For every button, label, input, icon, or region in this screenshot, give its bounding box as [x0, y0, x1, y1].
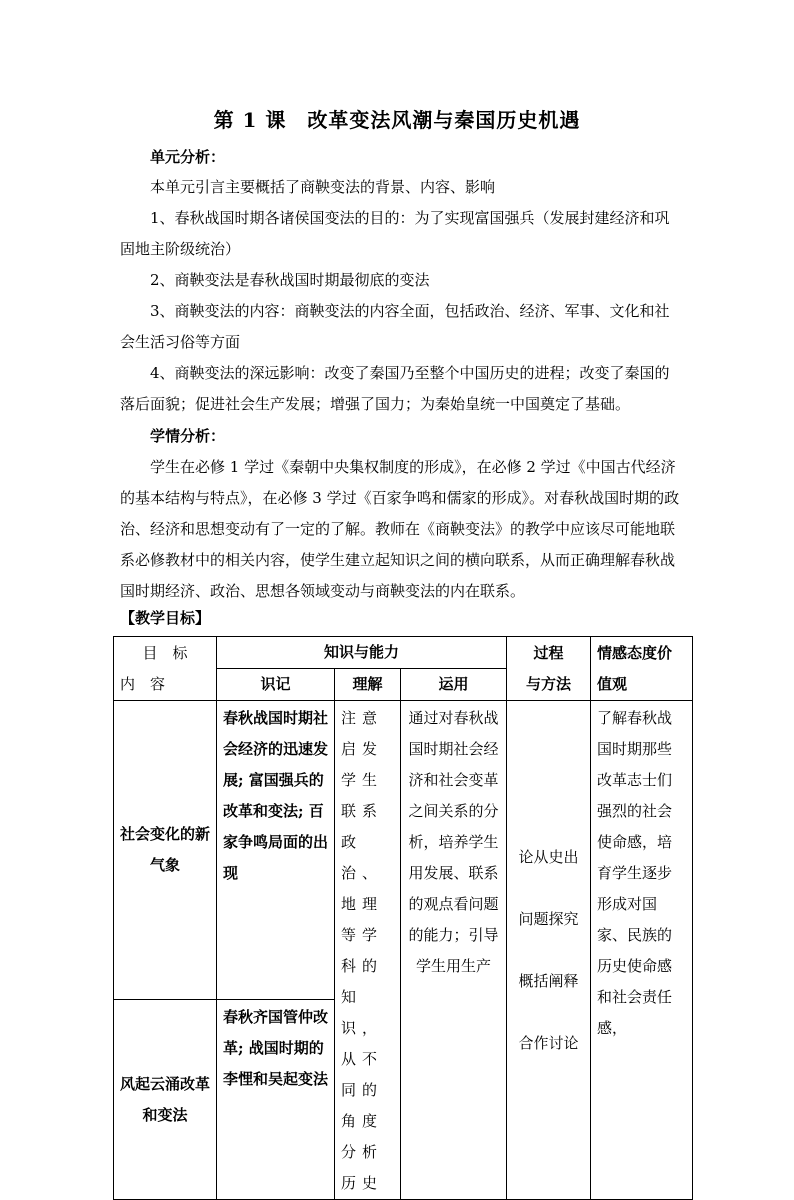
- unit-analysis-point-3: 3、商鞅变法的内容：商鞅变法的内容全面，包括政治、经济、军事、文化和社会生活习俗等方面: [120, 302, 670, 351]
- emotion-cell: 了解春秋战国时期那些改革志士们强烈的社会使命感，培育学生逐步形成对国家、民族的历史使命感和社会责任感，: [591, 701, 693, 1200]
- process-item-4: 合作讨论: [518, 1034, 579, 1052]
- understand-cell: 注意启发学生联系政治、地理等学科的知识，从不同的角度分析历史: [335, 701, 401, 1200]
- knowledge-header: 知识与能力: [217, 637, 507, 669]
- emotion-header-line1: 情感态度价: [597, 643, 673, 662]
- process-header: [507, 637, 591, 701]
- content-cell-row-1: 社会变化的新气象: [114, 701, 217, 1000]
- process-header-line1: 过程: [533, 643, 564, 662]
- apply-cell: 通过对春秋战国时期社会经济和社会变革之间关系的分析，培养学生用发展、联系的观点看问题的能力；引导学生用生产: [401, 701, 507, 1200]
- unit-analysis-heading: 单元分析：: [150, 148, 226, 166]
- apply-header: 运用: [401, 669, 507, 701]
- process-header-line2: 与方法: [526, 674, 572, 693]
- recall-header: 识记: [217, 669, 335, 701]
- recall-cell-row-1: 春秋战国时期社会经济的迅速发展; 富国强兵的改革和变法; 百家争鸣局面的出现: [217, 701, 335, 1000]
- unit-analysis-point-2: 2、商鞅变法是春秋战国时期最彻底的变法: [150, 271, 430, 289]
- unit-analysis-point-1: 1、春秋战国时期各诸侯国变法的目的：为了实现富国强兵（发展封建经济和巩固地主阶级统治）: [120, 209, 670, 258]
- lesson-title: 第 1 课 改革变法风潮与秦国历史机遇: [213, 108, 581, 132]
- unit-analysis-point-4: 4、商鞅变法的深远影响：改变了秦国乃至整个中国历史的进程；改变了秦国的落后面貌；促进社会生产发展；增强了国力；为秦始皇统一中国奠定了基础。: [120, 364, 670, 413]
- corner-header-cell: [114, 637, 217, 701]
- emotion-header: [591, 637, 693, 701]
- process-item-2: 问题探究: [518, 910, 579, 928]
- unit-analysis-intro: 本单元引言主要概括了商鞅变法的背景、内容、影响: [150, 178, 496, 196]
- student-analysis-heading: 学情分析：: [150, 427, 226, 445]
- objectives-label: 【教学目标】: [120, 609, 211, 627]
- objectives-table: [113, 636, 693, 1200]
- emotion-header-line2: 值观: [597, 674, 628, 693]
- understand-header: 理解: [335, 669, 401, 701]
- process-cell: [507, 701, 591, 1200]
- content-cell-row-2: 风起云涌改革和变法: [114, 1000, 217, 1200]
- recall-cell-row-2: 春秋齐国管仲改革; 战国时期的李悝和吴起变法: [217, 1000, 335, 1200]
- process-item-1: 论从史出: [518, 848, 579, 866]
- corner-header-bottom: 内 容: [120, 674, 166, 693]
- student-analysis-body: 学生在必修 1 学过《秦朝中央集权制度的形成》，在必修 2 学过《中国古代经济的基本结构与特点》，在必修 3 学过《百家争鸣和儒家的形成》。对春秋战国时期的政治、经济和思想变动有了一定的了解。教师在《商鞅变法》的教学中应该尽可能地联系必修教材中的相关内容，使学生建立起知识之间的横向联系，从而正确理解春秋战国时期经济、政治、思想各领域变动与商鞅变法的内在联系。: [120, 458, 680, 600]
- corner-header-top: 目 标: [142, 643, 188, 662]
- process-item-3: 概括阐释: [518, 972, 579, 990]
